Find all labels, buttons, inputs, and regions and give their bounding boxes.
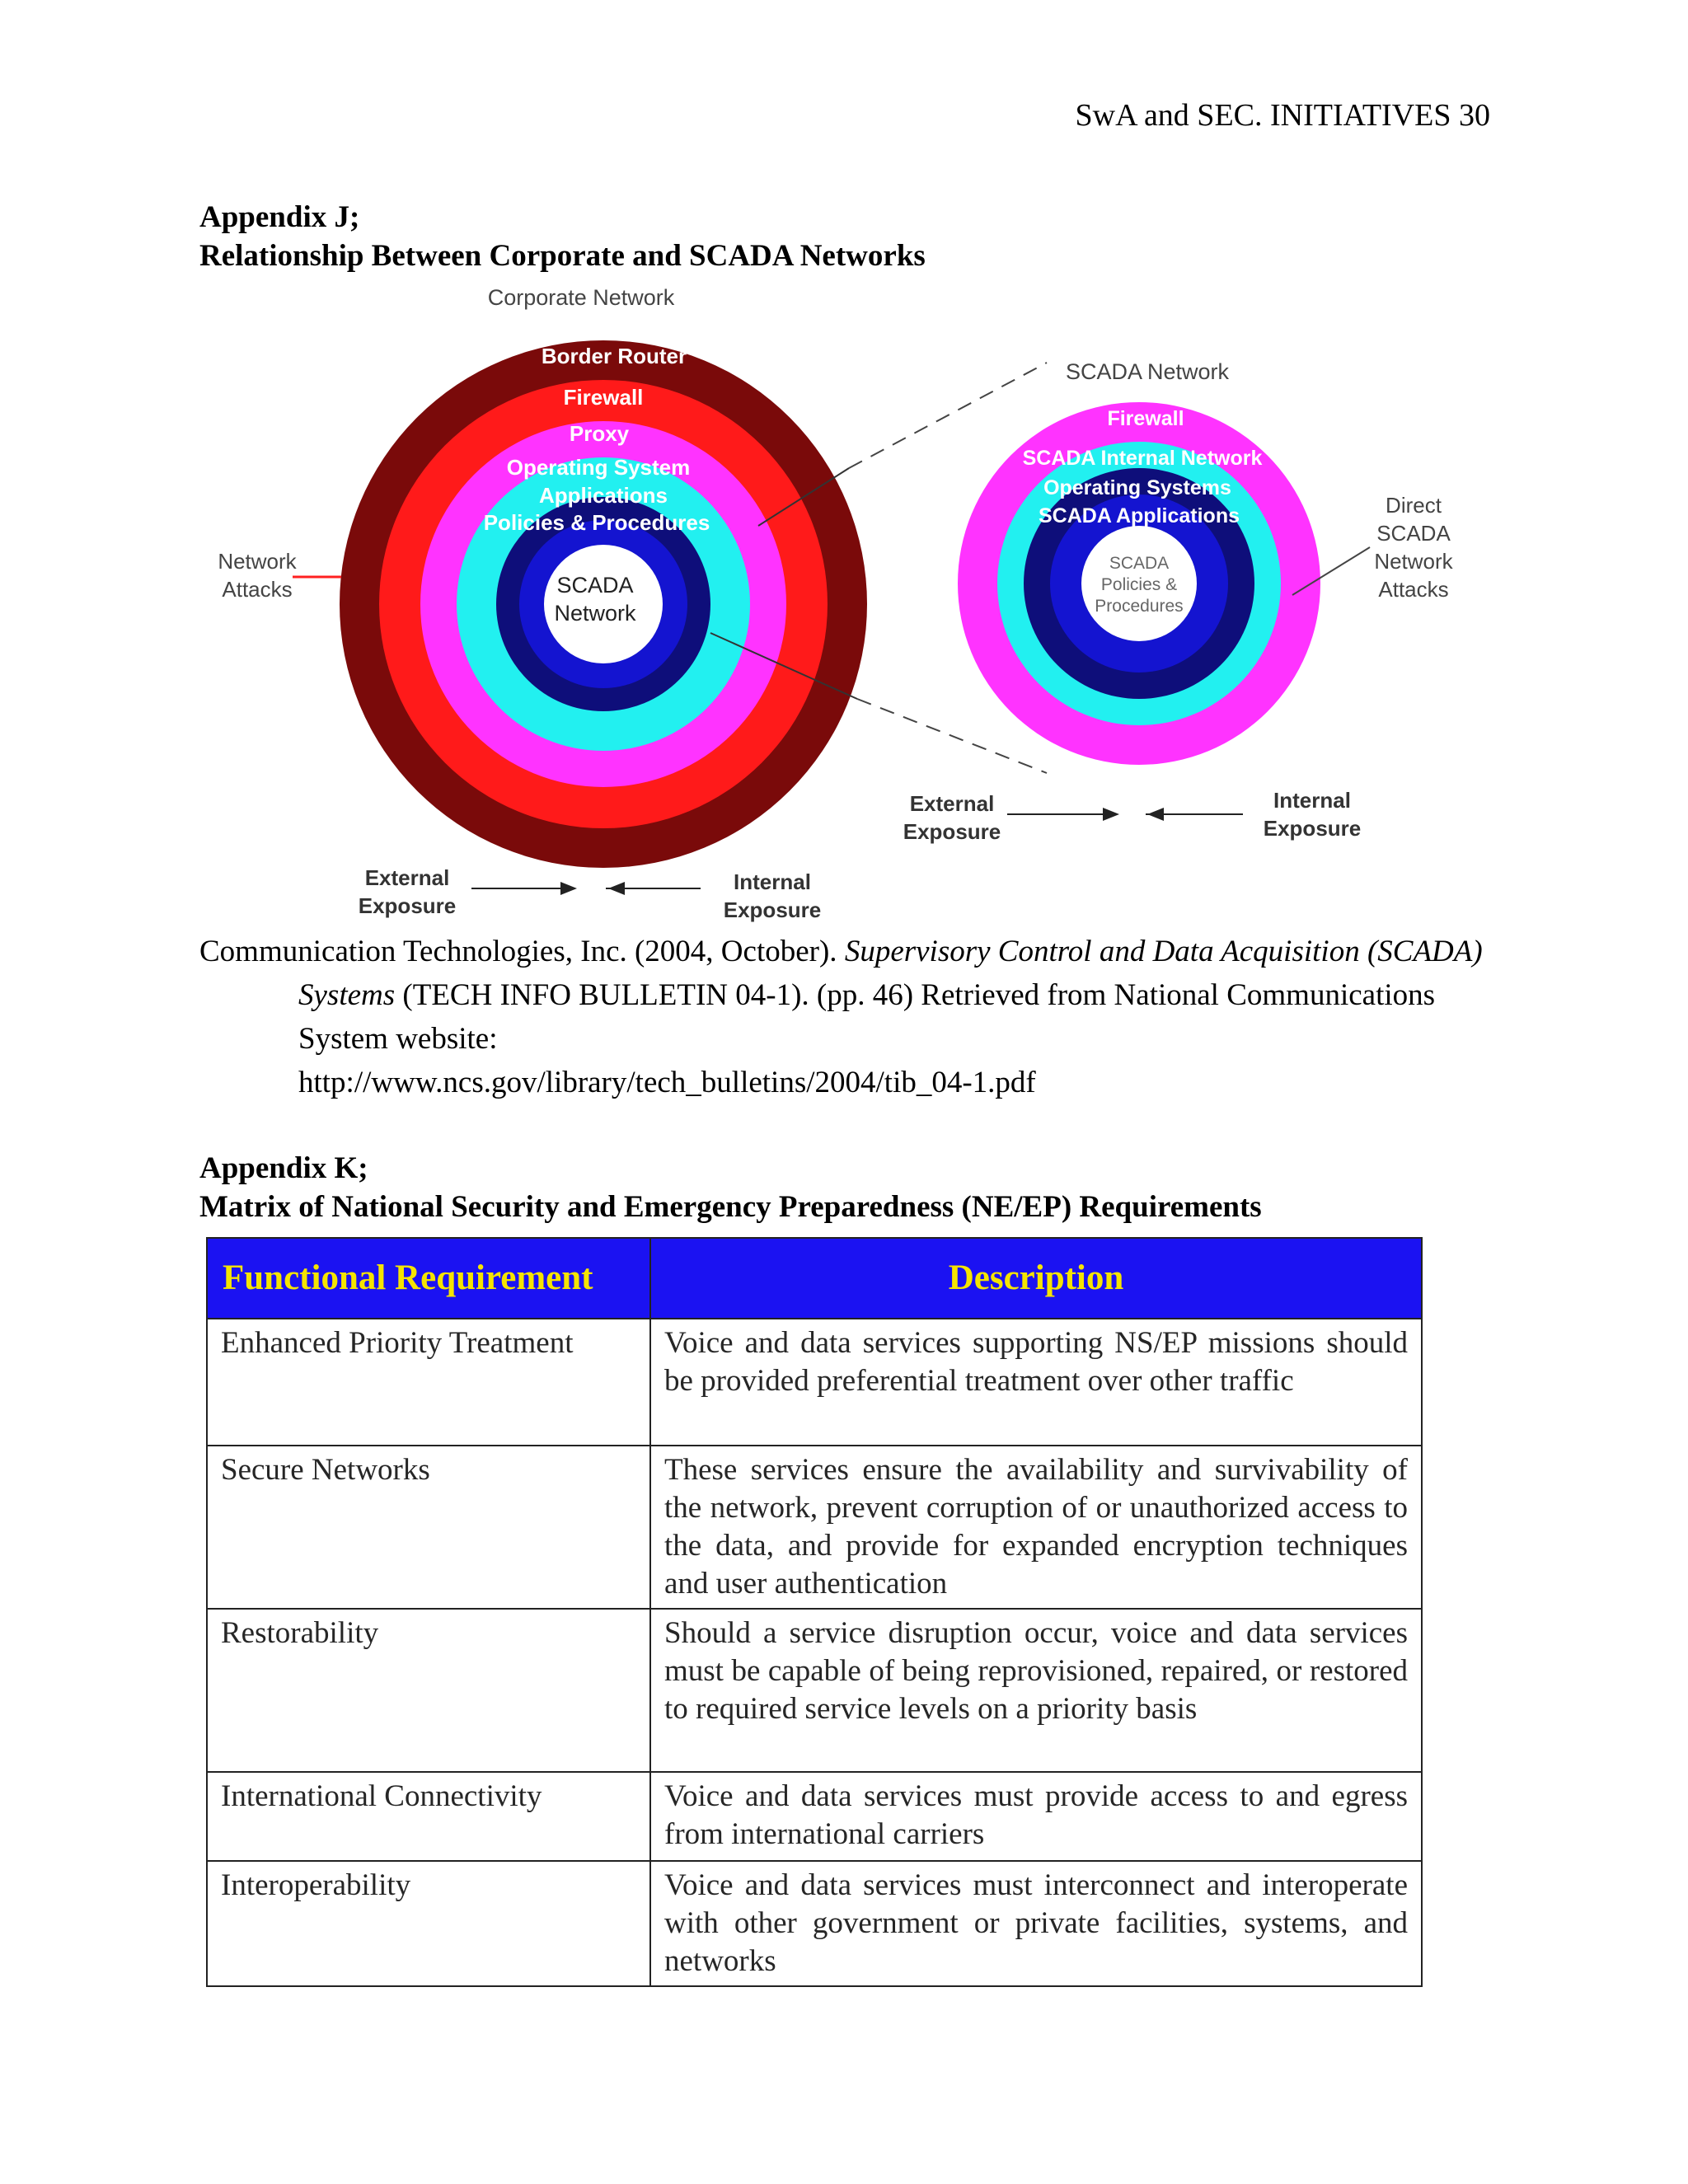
label-policies-procedures: Policies & Procedures <box>483 510 710 535</box>
corporate-scada-diagram <box>190 279 1500 930</box>
scada-center-line1: SCADA <box>1109 554 1170 573</box>
scada-internal-exposure-line1: Internal <box>1273 788 1351 813</box>
scada-center-line3: Procedures <box>1095 597 1184 616</box>
appendix-j-title: Relationship Between Corporate and SCADA Networks <box>199 239 926 273</box>
scada-label-firewall: Firewall <box>1107 407 1184 430</box>
citation <box>199 930 1485 1104</box>
direct-attacks-line4: Attacks <box>1378 577 1449 602</box>
scada-external-exposure-line2: Exposure <box>903 819 1001 844</box>
direct-attacks-line3: Network <box>1374 549 1453 574</box>
citation-text <box>199 930 1485 1104</box>
requirement-cell: International Connectivity <box>207 1772 650 1861</box>
running-head: SwA and SEC. INITIATIVES 30 <box>1075 98 1490 133</box>
citation-author: Communication Technologies, Inc. (2004, October). <box>199 935 845 968</box>
appendix-j-heading <box>199 198 926 275</box>
network-attacks-line1: Network <box>218 549 297 574</box>
center-label-scada: SCADA <box>556 573 634 598</box>
requirement-cell: Secure Networks <box>207 1446 650 1609</box>
corp-external-exposure-line1: External <box>364 865 450 890</box>
header-description: Description <box>650 1238 1422 1319</box>
scada-exposure-arrows <box>1007 808 1243 821</box>
citation-title: Supervisory Control and Data Acquisition (SCADA) Systems <box>298 935 1483 1012</box>
header-functional-requirement: Functional Requirement <box>207 1238 650 1319</box>
scada-label-internal-network: SCADA Internal Network <box>1022 447 1263 470</box>
appendix-j-label: Appendix J; <box>199 200 360 234</box>
matrix-header-row <box>207 1238 1422 1319</box>
table-row <box>207 1319 1422 1446</box>
scada-external-exposure-line1: External <box>909 791 995 816</box>
network-attacks-line2: Attacks <box>222 577 293 602</box>
corp-exposure-arrows <box>471 882 701 895</box>
direct-attacks-line2: SCADA <box>1376 521 1451 546</box>
corp-internal-exposure-line2: Exposure <box>723 898 822 922</box>
requirement-cell: Restorability <box>207 1609 650 1772</box>
description-cell: These services ensure the availability and survivability of the network, prevent corruption of or unauthorized access to the data, and provide for expanded encryption techniques and user authentication <box>650 1446 1422 1609</box>
label-proxy: Proxy <box>569 421 630 446</box>
center-label-network: Network <box>554 601 636 626</box>
corp-external-exposure-line2: Exposure <box>358 893 457 918</box>
scada-center-line2: Policies & <box>1100 575 1178 594</box>
table-row <box>207 1861 1422 1986</box>
corporate-network-title: Corporate Network <box>487 285 675 310</box>
label-border-router: Border Router <box>541 344 687 368</box>
appendix-k-label: Appendix K; <box>199 1151 368 1185</box>
description-cell: Voice and data services must provide access to and egress from international carriers <box>650 1772 1422 1861</box>
requirement-cell: Interoperability <box>207 1861 650 1986</box>
corp-internal-exposure-line1: Internal <box>734 869 811 894</box>
citation-url[interactable]: http://www.ncs.gov/library/tech_bulletins/2004/tib_04-1.pdf <box>298 1066 1036 1099</box>
direct-attacks-line1: Direct <box>1386 493 1442 518</box>
scada-network-title: SCADA Network <box>1065 359 1230 384</box>
label-firewall: Firewall <box>563 385 644 410</box>
citation-rest: (TECH INFO BULLETIN 04-1). (pp. 46) Retrieved from National Communications System website: <box>298 978 1436 1056</box>
description-cell: Voice and data services supporting NS/EP missions should be provided preferential treatment over other traffic <box>650 1319 1422 1446</box>
scada-label-operating-systems: Operating Systems <box>1043 476 1231 499</box>
appendix-k-title: Matrix of National Security and Emergency Preparedness (NE/EP) Requirements <box>199 1190 1262 1224</box>
appendix-k-heading <box>199 1149 1262 1226</box>
scada-internal-exposure-line2: Exposure <box>1263 816 1362 841</box>
scada-label-applications: SCADA Applications <box>1039 504 1240 527</box>
table-row <box>207 1609 1422 1772</box>
table-row <box>207 1446 1422 1609</box>
description-cell: Voice and data services must interconnect and interoperate with other government or private facilities, systems, and networks <box>650 1861 1422 1986</box>
table-row <box>207 1772 1422 1861</box>
label-operating-system: Operating System <box>506 455 691 480</box>
description-cell: Should a service disruption occur, voice and data services must be capable of being reprovisioned, repaired, or restored to required service levels on a priority basis <box>650 1609 1422 1772</box>
requirement-cell: Enhanced Priority Treatment <box>207 1319 650 1446</box>
requirements-matrix <box>206 1237 1423 1987</box>
label-applications: Applications <box>538 483 668 508</box>
